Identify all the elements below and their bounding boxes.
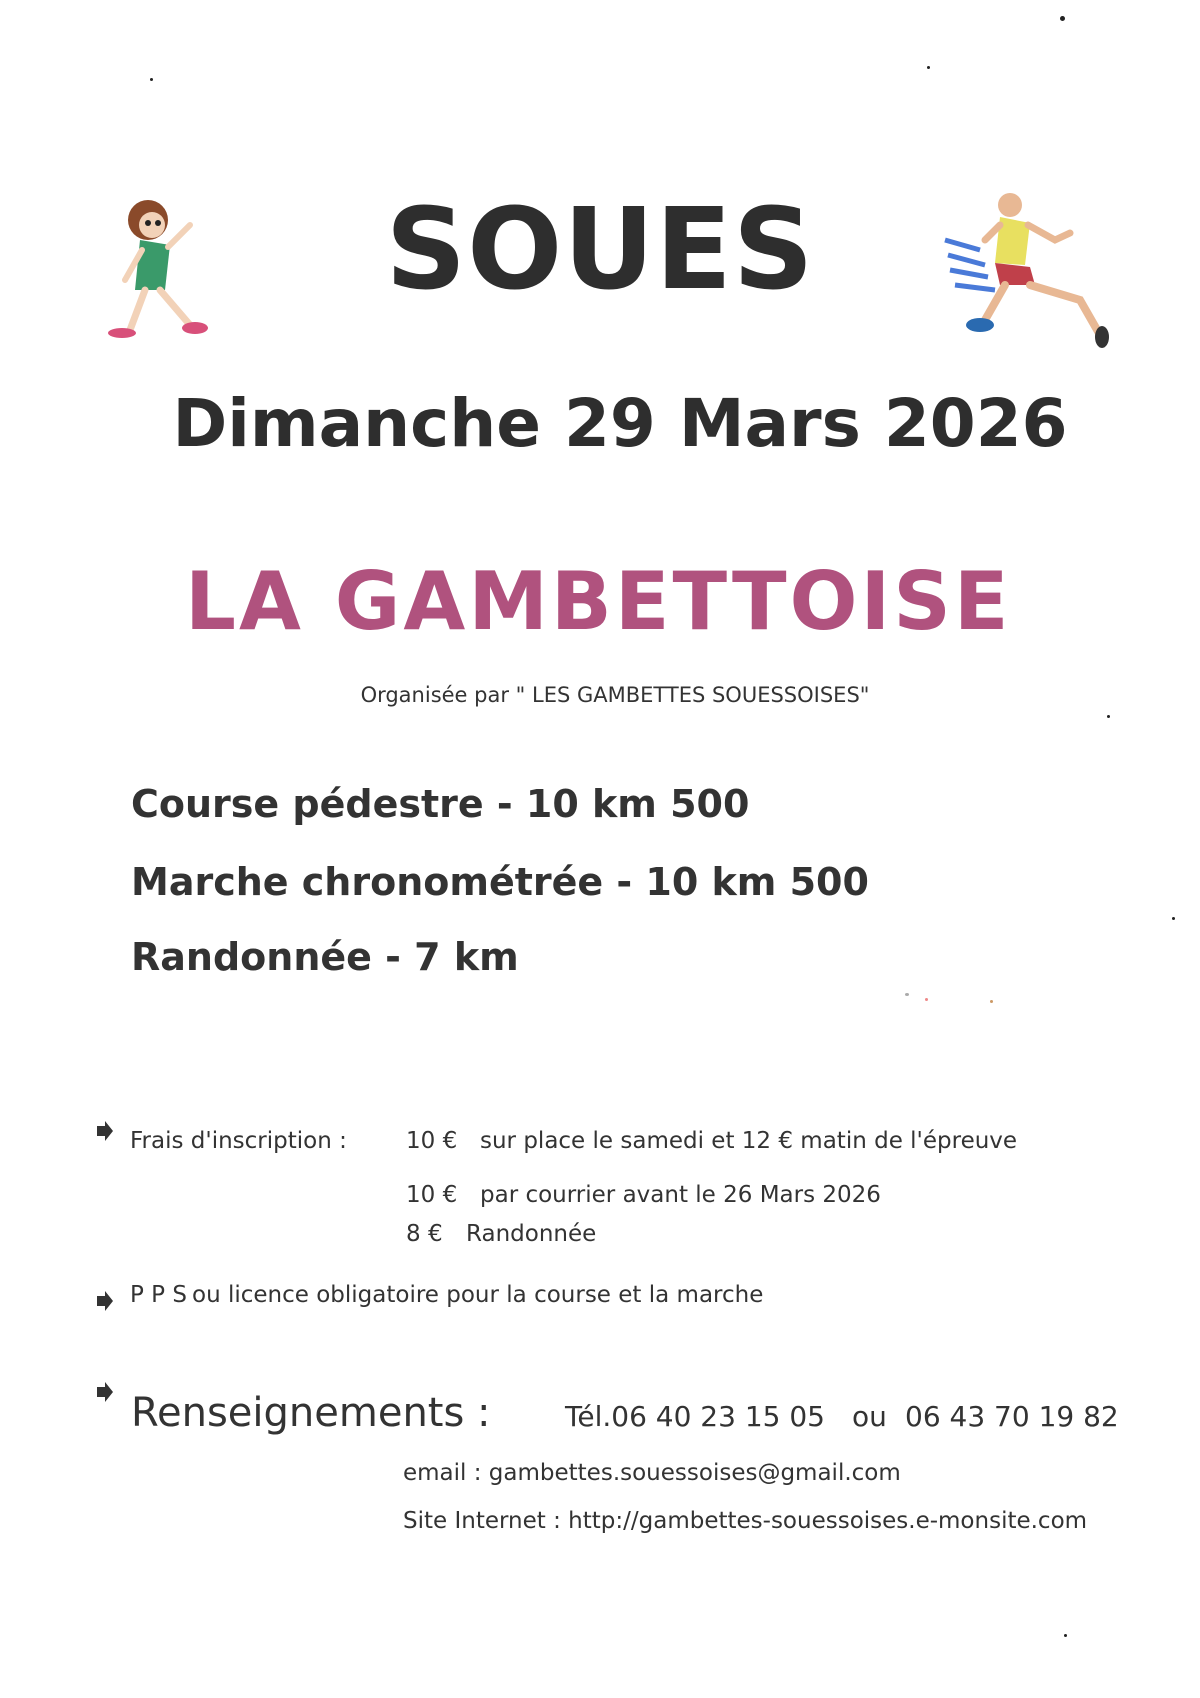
fee-desc: Randonnée [466, 1221, 597, 1247]
registration-label: Frais d'inscription : [130, 1128, 347, 1154]
organizer-line: Organisée par " LES GAMBETTES SOUESSOISES" [360, 683, 870, 707]
arrow-bullet-icon [96, 1121, 114, 1141]
requirement-text: ou licence obligatoire pour la course et la marche [192, 1282, 764, 1308]
contact-label: Renseignements : [131, 1390, 491, 1436]
arrow-bullet-icon [96, 1291, 114, 1311]
phone-or: ou [852, 1400, 887, 1433]
fee-desc: sur place le samedi et 12 € matin de l'épreuve [480, 1128, 1018, 1154]
arrow-bullet-icon [96, 1382, 114, 1402]
fee-amount: 8 € [406, 1221, 443, 1247]
event-date: Dimanche 29 Mars 2026 [172, 385, 1068, 462]
race-course: Course pédestre - 10 km 500 [131, 782, 750, 826]
town-title: SOUES [385, 185, 815, 315]
website-line[interactable]: Site Internet : http://gambettes-souessoises.e-monsite.com [403, 1508, 1088, 1534]
event-name: LA GAMBETTOISE [185, 555, 1012, 648]
fee-desc: par courrier avant le 26 Mars 2026 [480, 1182, 881, 1208]
fee-amount: 10 € [406, 1128, 458, 1154]
pps-abbr: P P S [130, 1282, 187, 1308]
race-marche: Marche chronométrée - 10 km 500 [131, 860, 869, 904]
race-randonnee: Randonnée - 7 km [131, 935, 519, 979]
phone-primary: Tél.06 40 23 15 05 [565, 1400, 825, 1433]
fee-amount: 10 € [406, 1182, 458, 1208]
phone-alt: 06 43 70 19 82 [905, 1400, 1119, 1433]
email-line[interactable]: email : gambettes.souessoises@gmail.com [403, 1460, 901, 1486]
